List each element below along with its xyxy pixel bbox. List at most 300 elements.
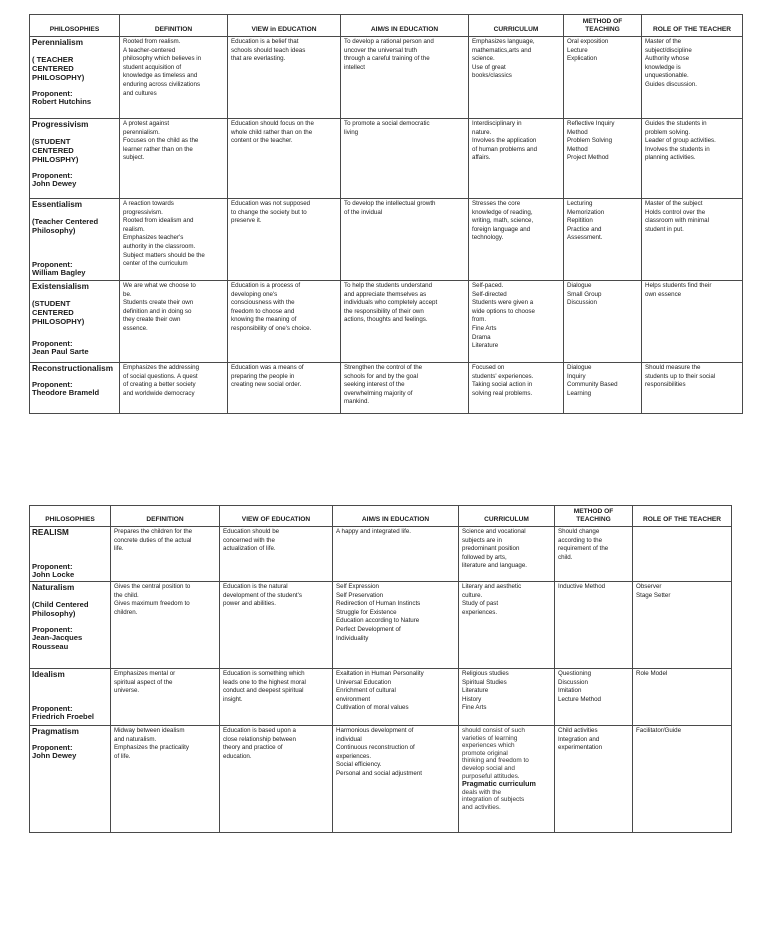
curriculum-line: knowledge of reading, bbox=[472, 208, 533, 216]
curriculum-line: Self-directed bbox=[472, 290, 507, 298]
method-line: according to the bbox=[558, 536, 603, 544]
aim-cell bbox=[333, 726, 459, 833]
definition-line: of life. bbox=[114, 752, 131, 760]
method-line: Practice and bbox=[567, 225, 602, 233]
aim-line: uncover the universal truth bbox=[344, 46, 417, 54]
role-line: Guides the students in bbox=[645, 120, 707, 127]
aim-line: Continuous reconstruction of bbox=[336, 744, 415, 752]
aim-line: Perfect Development of bbox=[336, 625, 401, 633]
curriculum-line: promote original bbox=[462, 749, 508, 757]
aim-cell bbox=[333, 582, 459, 669]
role-line: classroom with minimal bbox=[645, 217, 709, 225]
aim-line: of the invidual bbox=[344, 208, 383, 216]
view-line: preparing the people in bbox=[231, 372, 295, 380]
table-row bbox=[30, 119, 743, 199]
curriculum-line: Fine Arts bbox=[462, 704, 487, 712]
definition-line: children. bbox=[114, 608, 138, 616]
aim-line: through a careful training of the bbox=[344, 55, 430, 63]
view-line: preserve it. bbox=[231, 217, 262, 225]
method-line: Discussion bbox=[558, 678, 588, 686]
role-line: student in put. bbox=[645, 225, 684, 233]
method-line: Lecture Method bbox=[558, 695, 601, 703]
aim-cell bbox=[341, 119, 469, 199]
spacer bbox=[32, 209, 116, 217]
definition-line: of creating a better society bbox=[123, 381, 196, 389]
role-line: problem solving. bbox=[645, 128, 691, 136]
view-line: content or the teacher. bbox=[231, 137, 293, 145]
method-cell bbox=[555, 669, 633, 726]
curriculum-line: books/classics bbox=[472, 72, 512, 80]
method-line: Inquiry bbox=[567, 372, 586, 380]
aim-cell bbox=[341, 363, 469, 414]
table-row bbox=[30, 527, 732, 582]
table-row bbox=[30, 582, 732, 669]
proponent-name: Jean-Jacques bbox=[32, 633, 83, 643]
header-role: ROLE OF THE TEACHER bbox=[633, 506, 732, 527]
method-line: Small Group bbox=[567, 290, 602, 298]
curriculum-line: Stresses the core bbox=[472, 200, 521, 207]
role-cell bbox=[633, 669, 732, 726]
definition-cell bbox=[120, 363, 228, 414]
curriculum-line: literature and language. bbox=[462, 562, 528, 570]
header-philosophies: PHILOSOPHIES bbox=[30, 15, 120, 37]
proponent-label: Proponent: bbox=[32, 171, 73, 180]
definition-line: A reaction towards bbox=[123, 200, 174, 207]
view-line: conduct and deepest spiritual bbox=[223, 687, 304, 695]
proponent-name: Jean Paul Sarte bbox=[32, 347, 89, 357]
method-line: Assessment. bbox=[567, 234, 603, 242]
spacer bbox=[32, 129, 116, 137]
method-line: Method bbox=[567, 145, 588, 153]
philosophy-name: REALISM bbox=[32, 528, 69, 537]
philosophy-cell bbox=[30, 199, 120, 281]
aim-line: Education according to Nature bbox=[336, 617, 420, 625]
method-cell bbox=[564, 199, 642, 281]
definition-line: definition and in doing so bbox=[123, 307, 192, 315]
definition-line: Rooted from realism. bbox=[123, 38, 181, 45]
aim-line: environment bbox=[336, 695, 371, 703]
method-line: Lecturing bbox=[567, 200, 593, 207]
aim-line: To promote a social democratic bbox=[344, 120, 430, 127]
spacer bbox=[32, 537, 107, 563]
view-line: power and abilities. bbox=[223, 600, 276, 608]
curriculum-line: writing, math, science, bbox=[472, 217, 534, 225]
method-cell bbox=[564, 37, 642, 119]
curriculum-line: technology. bbox=[472, 234, 504, 242]
curriculum-line: solving real problems. bbox=[472, 389, 533, 397]
curriculum-line: purposeful attitudes. bbox=[462, 772, 520, 780]
view-line: whole child rather than on the bbox=[231, 128, 313, 136]
definition-line: realism. bbox=[123, 225, 145, 233]
aim-line: To develop the intellectual growth bbox=[344, 200, 436, 207]
aim-line: To help the students understand bbox=[344, 282, 433, 289]
method-cell bbox=[564, 119, 642, 199]
definition-line: life. bbox=[114, 545, 124, 553]
aim-line: Universal Education bbox=[336, 678, 392, 686]
aim-line: mankind. bbox=[344, 398, 370, 406]
curriculum-line: mathematics,arts and bbox=[472, 46, 532, 54]
table-header-row bbox=[30, 15, 743, 37]
aim-line: Strengthen the control of the bbox=[344, 364, 423, 371]
role-cell bbox=[642, 119, 743, 199]
spacer bbox=[32, 47, 116, 55]
philosophy-subtitle: ( TEACHER bbox=[32, 55, 74, 64]
curriculum-line: Emphasizes language, bbox=[472, 38, 535, 45]
header-aims: AIM/S IN EDUCATION bbox=[333, 506, 459, 527]
role-cell bbox=[642, 37, 743, 119]
definition-line: perennialism. bbox=[123, 128, 160, 136]
curriculum-line: Interdisciplinary in bbox=[472, 120, 522, 127]
view-line: Education is a process of bbox=[231, 282, 301, 289]
spacer bbox=[32, 291, 116, 299]
method-line: Inductive Method bbox=[558, 583, 606, 590]
curriculum-line: Literature bbox=[472, 342, 499, 350]
role-line: Master of the subject bbox=[645, 200, 703, 207]
proponent-label: Proponent: bbox=[32, 743, 73, 752]
proponent-name: Friedrich Froebel bbox=[32, 712, 95, 722]
view-line: creating new social order. bbox=[231, 381, 302, 389]
curriculum-line: culture. bbox=[462, 591, 483, 599]
curriculum-line: Study of past bbox=[462, 600, 499, 608]
view-line: development of the student's bbox=[223, 591, 302, 599]
philosophy-subtitle: (Teacher Centered bbox=[32, 217, 99, 226]
curriculum-line: subjects are in bbox=[462, 536, 502, 544]
method-line: Discussion bbox=[567, 299, 597, 307]
philosophy-cell bbox=[30, 119, 120, 199]
method-line: Should change bbox=[558, 528, 600, 535]
definition-line: Midway between idealism bbox=[114, 727, 185, 734]
curriculum-line: Spiritual Studies bbox=[462, 678, 507, 686]
aim-line: Exaltation in Human Personality bbox=[336, 670, 424, 677]
method-line: Problem Solving bbox=[567, 137, 613, 145]
method-line: Project Method bbox=[567, 154, 609, 162]
curriculum-cell bbox=[459, 582, 555, 669]
curriculum-cell bbox=[459, 669, 555, 726]
definition-line: Students create their own bbox=[123, 299, 194, 307]
view-line: freedom to choose and bbox=[231, 307, 295, 315]
view-line: education. bbox=[223, 752, 252, 760]
role-line: Master of the bbox=[645, 38, 682, 45]
header-definition: DEFINITION bbox=[111, 506, 220, 527]
curriculum-line: experiences. bbox=[462, 608, 498, 616]
philosophy-cell bbox=[30, 363, 120, 414]
table-row bbox=[30, 37, 743, 119]
aim-line: Enrichment of cultural bbox=[336, 687, 396, 695]
view-line: Education is the natural bbox=[223, 583, 288, 590]
view-line: Education is something which bbox=[223, 670, 305, 677]
view-cell bbox=[228, 199, 341, 281]
role-line: Role Model bbox=[636, 670, 668, 677]
method-line: Memorization bbox=[567, 208, 605, 216]
curriculum-line: from. bbox=[472, 316, 487, 324]
definition-line: Emphasizes the addressing bbox=[123, 364, 200, 371]
curriculum-line: followed by arts, bbox=[462, 553, 507, 561]
definition-line: the child. bbox=[114, 591, 139, 599]
proponent-name: William Bagley bbox=[32, 268, 86, 278]
view-line: responsibility of one's choice. bbox=[231, 324, 312, 332]
view-line: concerned with the bbox=[223, 536, 275, 544]
philosophy-subtitle: Philosophy) bbox=[32, 226, 76, 235]
view-cell bbox=[228, 119, 341, 199]
philosophy-cell bbox=[30, 281, 120, 363]
role-line: planning activities. bbox=[645, 154, 696, 162]
definition-line: Gives the central position to bbox=[114, 583, 191, 590]
curriculum-line: thinking and freedom to bbox=[462, 757, 529, 765]
method-line: Dialogue bbox=[567, 364, 592, 371]
definition-cell bbox=[111, 582, 220, 669]
definition-line: A teacher-centered bbox=[123, 46, 176, 54]
method-line: Repitition bbox=[567, 217, 593, 225]
header-curriculum: CURRICULUM bbox=[469, 15, 564, 37]
curriculum-line: History bbox=[462, 695, 482, 703]
aim-line: To develop a rational person and bbox=[344, 38, 434, 45]
definition-line: they create their own bbox=[123, 316, 181, 324]
definition-line: Emphasizes the practicality bbox=[114, 744, 189, 752]
curriculum-line: deals with the bbox=[462, 788, 502, 796]
aim-line: living bbox=[344, 128, 359, 136]
philosophy-cell bbox=[30, 37, 120, 119]
definition-cell bbox=[120, 199, 228, 281]
proponent-label: Proponent: bbox=[32, 89, 73, 98]
definition-line: Gives maximum freedom to bbox=[114, 600, 190, 608]
definition-line: Prepares the children for the bbox=[114, 528, 193, 535]
definition-cell bbox=[120, 37, 228, 119]
role-line: Should measure the bbox=[645, 364, 701, 371]
role-cell bbox=[642, 281, 743, 363]
role-cell bbox=[642, 199, 743, 281]
table-row bbox=[30, 726, 732, 833]
view-cell bbox=[220, 582, 333, 669]
curriculum-cell bbox=[459, 527, 555, 582]
role-line: Involves the students in bbox=[645, 145, 710, 153]
role-line: knowledge is bbox=[645, 63, 681, 71]
view-cell bbox=[220, 669, 333, 726]
view-cell bbox=[220, 726, 333, 833]
table-row bbox=[30, 669, 732, 726]
view-line: Education was a means of bbox=[231, 364, 304, 371]
curriculum-cell bbox=[469, 363, 564, 414]
aim-cell bbox=[341, 281, 469, 363]
curriculum-line: Focused on bbox=[472, 364, 505, 371]
definition-line: Subject matters should be the bbox=[123, 251, 205, 259]
curriculum-line: Students were given a bbox=[472, 299, 534, 307]
view-line: to change the society but to bbox=[231, 208, 307, 216]
aim-line: Individuality bbox=[336, 634, 369, 642]
philosophy-name: Reconstructionalism bbox=[32, 364, 113, 373]
aim-line: Harmonious development of bbox=[336, 727, 414, 734]
role-cell bbox=[633, 527, 732, 582]
curriculum-cell bbox=[469, 119, 564, 199]
philosophy-name: Perennialism bbox=[32, 38, 83, 47]
view-line: Education is a belief that bbox=[231, 38, 299, 45]
philosophy-subtitle: CENTERED bbox=[32, 146, 74, 155]
view-cell bbox=[220, 527, 333, 582]
definition-line: subject. bbox=[123, 154, 145, 162]
definition-line: center of the curriculum bbox=[123, 260, 188, 268]
view-line: that are everlasting. bbox=[231, 55, 286, 63]
role-cell bbox=[633, 582, 732, 669]
definition-cell bbox=[111, 669, 220, 726]
philosophy-subtitle: CENTERED bbox=[32, 308, 74, 317]
definition-line: and worldwide democracy bbox=[123, 389, 195, 397]
philosophy-subtitle: (STUDENT bbox=[32, 137, 71, 146]
philosophy-subtitle: CENTERED bbox=[32, 64, 74, 73]
role-line: unquestionable. bbox=[645, 72, 689, 80]
definition-line: Focuses on the child as the bbox=[123, 137, 199, 145]
curriculum-line: students' experiences. bbox=[472, 372, 534, 380]
aim-line: schools for and by the goal bbox=[344, 372, 418, 380]
aim-line: Struggle for Existence bbox=[336, 608, 397, 616]
philosophy-subtitle: PHILOSOPHY) bbox=[32, 73, 85, 82]
role-cell bbox=[642, 363, 743, 414]
view-line: Education was not supposed bbox=[231, 200, 311, 207]
spacer bbox=[32, 592, 107, 600]
aim-line: Cultivation of moral values bbox=[336, 704, 409, 712]
role-line: subject/discipline bbox=[645, 46, 692, 54]
aim-line: A happy and integrated life. bbox=[336, 528, 411, 535]
spacer bbox=[32, 679, 107, 705]
aim-line: Personal and social adjustment bbox=[336, 769, 422, 777]
curriculum-line: Use of great bbox=[472, 63, 506, 71]
definition-cell bbox=[111, 726, 220, 833]
philosophy-subtitle: (Child Centered bbox=[32, 600, 89, 609]
aim-line: seeking interest of the bbox=[344, 381, 405, 389]
definition-line: of social questions. A quest bbox=[123, 372, 198, 380]
aim-line: and appreciate themselves as bbox=[344, 290, 427, 298]
philosophy-cell bbox=[30, 726, 111, 833]
definition-line: essence. bbox=[123, 324, 148, 332]
curriculum-line: Drama bbox=[472, 333, 491, 341]
aim-line: experiences. bbox=[336, 752, 372, 760]
curriculum-cell bbox=[469, 37, 564, 119]
aim-cell bbox=[333, 669, 459, 726]
curriculum-line: Science and vocational bbox=[462, 528, 526, 535]
method-cell bbox=[564, 281, 642, 363]
definition-line: philosophy which believes in bbox=[123, 55, 202, 63]
method-line: Integration and bbox=[558, 735, 600, 743]
philosophy-subtitle: Philosophy) bbox=[32, 609, 76, 618]
philosophy-name: Essentialism bbox=[32, 200, 83, 209]
definition-line: learner rather than on the bbox=[123, 145, 193, 153]
definition-line: Rooted from idealism and bbox=[123, 217, 194, 225]
view-line: actualization of life. bbox=[223, 545, 276, 553]
curriculum-heading: Pragmatic curriculum bbox=[462, 779, 536, 789]
curriculum-line: should consist of such bbox=[462, 727, 525, 734]
definition-line: enduring across civilizations bbox=[123, 80, 201, 88]
method-line: Oral exposition bbox=[567, 38, 609, 45]
definition-line: be. bbox=[123, 290, 132, 298]
table-row bbox=[30, 363, 743, 414]
aim-cell bbox=[341, 37, 469, 119]
method-cell bbox=[555, 527, 633, 582]
curriculum-line: predominant position bbox=[462, 545, 520, 553]
method-line: requirement of the bbox=[558, 545, 609, 553]
aim-line: the responsibility of their own bbox=[344, 307, 424, 315]
philosophies-table-2 bbox=[29, 505, 732, 833]
proponent-label: Proponent: bbox=[32, 562, 73, 571]
philosophy-name: Pragmatism bbox=[32, 727, 79, 736]
aim-line: intellect bbox=[344, 63, 365, 71]
philosophy-cell bbox=[30, 527, 111, 582]
curriculum-line: Fine Arts bbox=[472, 324, 497, 332]
curriculum-line: Literary and aesthetic bbox=[462, 583, 522, 590]
header-aims: AIM/S IN EDUCATION bbox=[341, 15, 469, 37]
curriculum-line: experiences which bbox=[462, 742, 515, 750]
philosophy-name: Naturalism bbox=[32, 583, 75, 592]
philosophy-cell bbox=[30, 669, 111, 726]
aim-line: overwhelming majority of bbox=[344, 389, 413, 397]
curriculum-line: affairs. bbox=[472, 154, 491, 162]
view-line: knowing the meaning of bbox=[231, 316, 297, 324]
proponent-name: John Dewey bbox=[32, 751, 77, 761]
philosophy-name: Progressivism bbox=[32, 120, 89, 129]
philosophy-cell bbox=[30, 582, 111, 669]
proponent-name: Rousseau bbox=[32, 641, 69, 651]
table-row bbox=[30, 199, 743, 281]
curriculum-line: Involves the application bbox=[472, 137, 537, 145]
aim-line: Social efficiency. bbox=[336, 761, 382, 769]
curriculum-cell bbox=[469, 199, 564, 281]
proponent-name: John Locke bbox=[32, 570, 75, 580]
definition-line: We are what we choose to bbox=[123, 282, 196, 289]
role-line: Guides discussion. bbox=[645, 80, 697, 88]
header-view: VIEW OF EDUCATION bbox=[220, 506, 333, 527]
definition-line: universe. bbox=[114, 687, 140, 695]
aim-line: Self Preservation bbox=[336, 591, 384, 599]
role-line: Facilitator/Guide bbox=[636, 727, 682, 734]
definition-line: knowledge as timeless and bbox=[123, 72, 198, 80]
method-line: Imitation bbox=[558, 687, 582, 695]
definition-cell bbox=[120, 281, 228, 363]
header-view: VIEW in EDUCATION bbox=[228, 15, 341, 37]
definition-line: authority in the classroom. bbox=[123, 242, 196, 250]
spacer bbox=[32, 235, 116, 261]
view-line: schools should teach ideas bbox=[231, 46, 306, 54]
role-line: Holds control over the bbox=[645, 208, 706, 216]
curriculum-line: foreign language and bbox=[472, 225, 531, 233]
view-line: theory and practice of bbox=[223, 744, 283, 752]
definition-line: Emphasizes teacher's bbox=[123, 234, 184, 242]
definition-line: spiritual aspect of the bbox=[114, 678, 173, 686]
curriculum-cell bbox=[459, 726, 555, 833]
table-row bbox=[30, 281, 743, 363]
header-method: METHOD OF TEACHING bbox=[555, 506, 633, 527]
aim-line: actions, thoughts and feelings. bbox=[344, 316, 428, 324]
proponent-label: Proponent: bbox=[32, 260, 73, 269]
philosophies-table-1 bbox=[29, 14, 743, 414]
view-cell bbox=[228, 281, 341, 363]
method-line: Dialogue bbox=[567, 282, 592, 289]
method-cell bbox=[555, 726, 633, 833]
aim-cell bbox=[341, 199, 469, 281]
philosophy-name: Existensialism bbox=[32, 282, 89, 291]
definition-line: student acquisition of bbox=[123, 63, 182, 71]
philosophy-name: Idealism bbox=[32, 670, 65, 679]
definition-line: concrete duties of the actual bbox=[114, 536, 192, 544]
aim-line: Self Expression bbox=[336, 583, 379, 590]
curriculum-line: nature. bbox=[472, 128, 492, 136]
method-line: Learning bbox=[567, 389, 592, 397]
method-line: experimentation bbox=[558, 744, 603, 752]
method-line: Community Based bbox=[567, 381, 618, 389]
definition-cell bbox=[120, 119, 228, 199]
definition-line: and cultures bbox=[123, 89, 157, 97]
aim-line: individuals who completely accept bbox=[344, 299, 438, 307]
curriculum-line: of human problems and bbox=[472, 145, 538, 153]
definition-line: and naturalism. bbox=[114, 735, 157, 743]
method-cell bbox=[564, 363, 642, 414]
view-cell bbox=[228, 363, 341, 414]
